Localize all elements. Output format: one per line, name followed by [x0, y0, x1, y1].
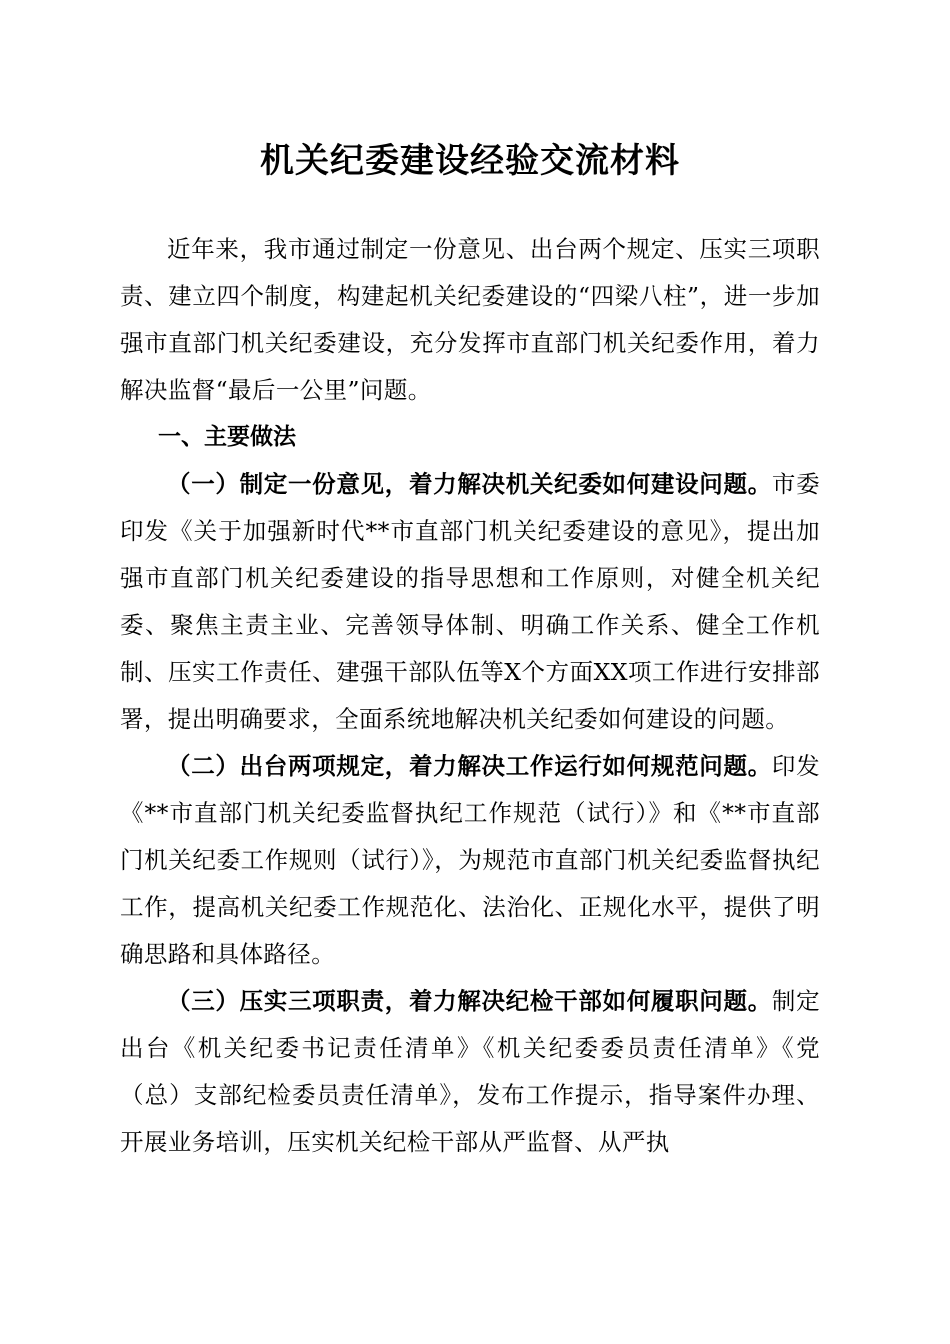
- item-2-body: 印发《**市直部门机关纪委监督执纪工作规范（试行）》和《**市直部门机关纪委工作规则（试行）》，为规范市直部门机关纪委监督执纪工作，提高机关纪委工作规范化、法治化、正规化水平，提供了明确思路和具体路径。: [120, 752, 821, 968]
- document-title: 机关纪委建设经验交流材料: [260, 141, 680, 181]
- item-1-body: 市委印发《关于加强新时代**市直部门机关纪委建设的意见》，提出加强市直部门机关纪委建设的指导思想和工作原则，对健全机关纪委、聚焦主责主业、完善领导体制、明确工作关系、健全工作机制、压实工作责任、建强干部队伍等X个方面XX项工作进行安排部署，提出明确要求，全面系统地解决机关纪委如何建设的问题。: [120, 470, 821, 733]
- item-3-body: 制定出台《机关纪委书记责任清单》《机关纪委委员责任清单》《党（总）支部纪检委员责任清单》，发布工作提示，指导案件办理、开展业务培训，压实机关纪检干部从严监督、从严执: [120, 987, 821, 1156]
- item-paragraph-2: [120, 743, 820, 978]
- item-paragraph-1: [120, 461, 820, 743]
- section-heading-main-practices: 一、主要做法: [158, 424, 296, 450]
- item-2-lead: （二）出台两项规定，着力解决工作运行如何规范问题。: [167, 752, 772, 780]
- document-body: [120, 226, 820, 1166]
- intro-paragraph: 近年来，我市通过制定一份意见、出台两个规定、压实三项职责、建立四个制度，构建起机关纪委建设的“四梁八柱”，进一步加强市直部门机关纪委建设，充分发挥市直部门机关纪委作用，着力解决监督“最后一公里”问题。: [120, 235, 820, 404]
- item-1-lead: （一）制定一份意见，着力解决机关纪委如何建设问题。: [167, 470, 772, 498]
- item-paragraph-3: [120, 978, 820, 1166]
- item-3-lead: （三）压实三项职责，着力解决纪检干部如何履职问题。: [167, 987, 772, 1015]
